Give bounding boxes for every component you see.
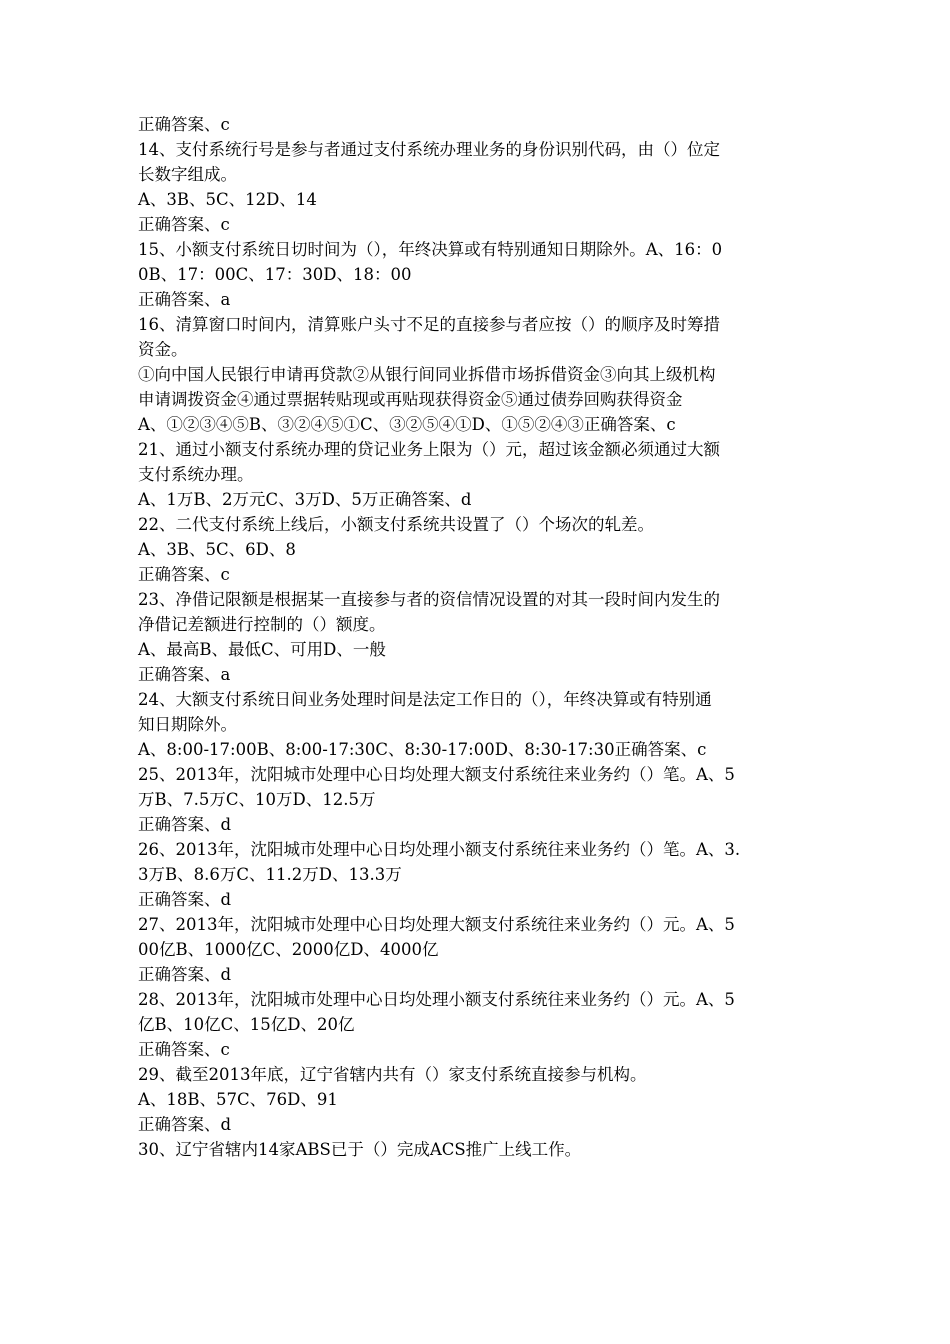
text-line: A、3B、5C、12D、14 xyxy=(138,190,317,209)
text-line: 正确答案、a xyxy=(138,290,231,309)
text-line: 27、2013年，沈阳城市处理中心日均处理大额支付系统往来业务约（）元。A、5 xyxy=(138,915,735,934)
text-line: 22、二代支付系统上线后，小额支付系统共设置了（）个场次的轧差。 xyxy=(138,515,654,534)
text-line: 正确答案、d xyxy=(138,1115,232,1134)
text-line: 25、2013年，沈阳城市处理中心日均处理大额支付系统往来业务约（）笔。A、5 xyxy=(138,765,735,784)
text-line: 申请调拨资金④通过票据转贴现或再贴现获得资金⑤通过债券回购获得资金 xyxy=(138,390,683,409)
text-line: 净借记差额进行控制的（）额度。 xyxy=(138,615,386,634)
text-line: 21、通过小额支付系统办理的贷记业务上限为（）元，超过该金额必须通过大额 xyxy=(138,440,720,459)
text-line: 正确答案、d xyxy=(138,890,232,909)
text-line: 长数字组成。 xyxy=(138,165,237,184)
text-line: 28、2013年，沈阳城市处理中心日均处理小额支付系统往来业务约（）元。A、5 xyxy=(138,990,735,1009)
text-line: 23、净借记限额是根据某一直接参与者的资信情况设置的对其一段时间内发生的 xyxy=(138,590,720,609)
text-line: 30、辽宁省辖内14家ABS已于（）完成ACS推广上线工作。 xyxy=(138,1140,582,1159)
text-line: 15、小额支付系统日切时间为（），年终决算或有特别通知日期除外。A、16：0 xyxy=(138,240,723,259)
text-line: A、1万B、2万元C、3万D、5万正确答案、d xyxy=(138,490,472,509)
text-line: 正确答案、d xyxy=(138,965,232,984)
text-line: 16、清算窗口时间内，清算账户头寸不足的直接参与者应按（）的顺序及时筹措 xyxy=(138,315,720,334)
text-line: ①向中国人民银行申请再贷款②从银行间同业拆借市场拆借资金③向其上级机构 xyxy=(138,365,716,384)
text-line: 正确答案、c xyxy=(138,565,230,584)
text-line: 正确答案、a xyxy=(138,665,231,684)
text-line: 正确答案、c xyxy=(138,115,230,134)
text-line: A、18B、57C、76D、91 xyxy=(138,1090,338,1109)
text-line: 24、大额支付系统日间业务处理时间是法定工作日的（），年终决算或有特别通 xyxy=(138,690,712,709)
text-line: A、3B、5C、6D、8 xyxy=(138,540,296,559)
text-line: 29、截至2013年底，辽宁省辖内共有（）家支付系统直接参与机构。 xyxy=(138,1065,647,1084)
text-line: 正确答案、c xyxy=(138,215,230,234)
text-line: A、8:00-17:00B、8:00-17:30C、8:30-17:00D、8:30-17:30正确答案、c xyxy=(138,740,707,759)
text-line: 支付系统办理。 xyxy=(138,465,254,484)
text-line: 正确答案、d xyxy=(138,815,232,834)
text-line: 00亿B、1000亿C、2000亿D、4000亿 xyxy=(138,940,439,959)
text-line: 知日期除外。 xyxy=(138,715,237,734)
text-line: 正确答案、c xyxy=(138,1040,230,1059)
text-line: A、最高B、最低C、可用D、一般 xyxy=(138,640,386,659)
text-line: 资金。 xyxy=(138,340,188,359)
document-body xyxy=(138,112,828,1162)
text-line: 26、2013年，沈阳城市处理中心日均处理小额支付系统往来业务约（）笔。A、3. xyxy=(138,840,741,859)
text-line: 0B、17：00C、17：30D、18：00 xyxy=(138,265,412,284)
text-line: 14、支付系统行号是参与者通过支付系统办理业务的身份识别代码，由（）位定 xyxy=(138,140,720,159)
text-line: 3万B、8.6万C、11.2万D、13.3万 xyxy=(138,865,402,884)
text-line: 亿B、10亿C、15亿D、20亿 xyxy=(138,1015,355,1034)
text-line: A、①②③④⑤B、③②④⑤①C、③②⑤④①D、①⑤②④③正确答案、c xyxy=(138,415,676,434)
text-line: 万B、7.5万C、10万D、12.5万 xyxy=(138,790,376,809)
